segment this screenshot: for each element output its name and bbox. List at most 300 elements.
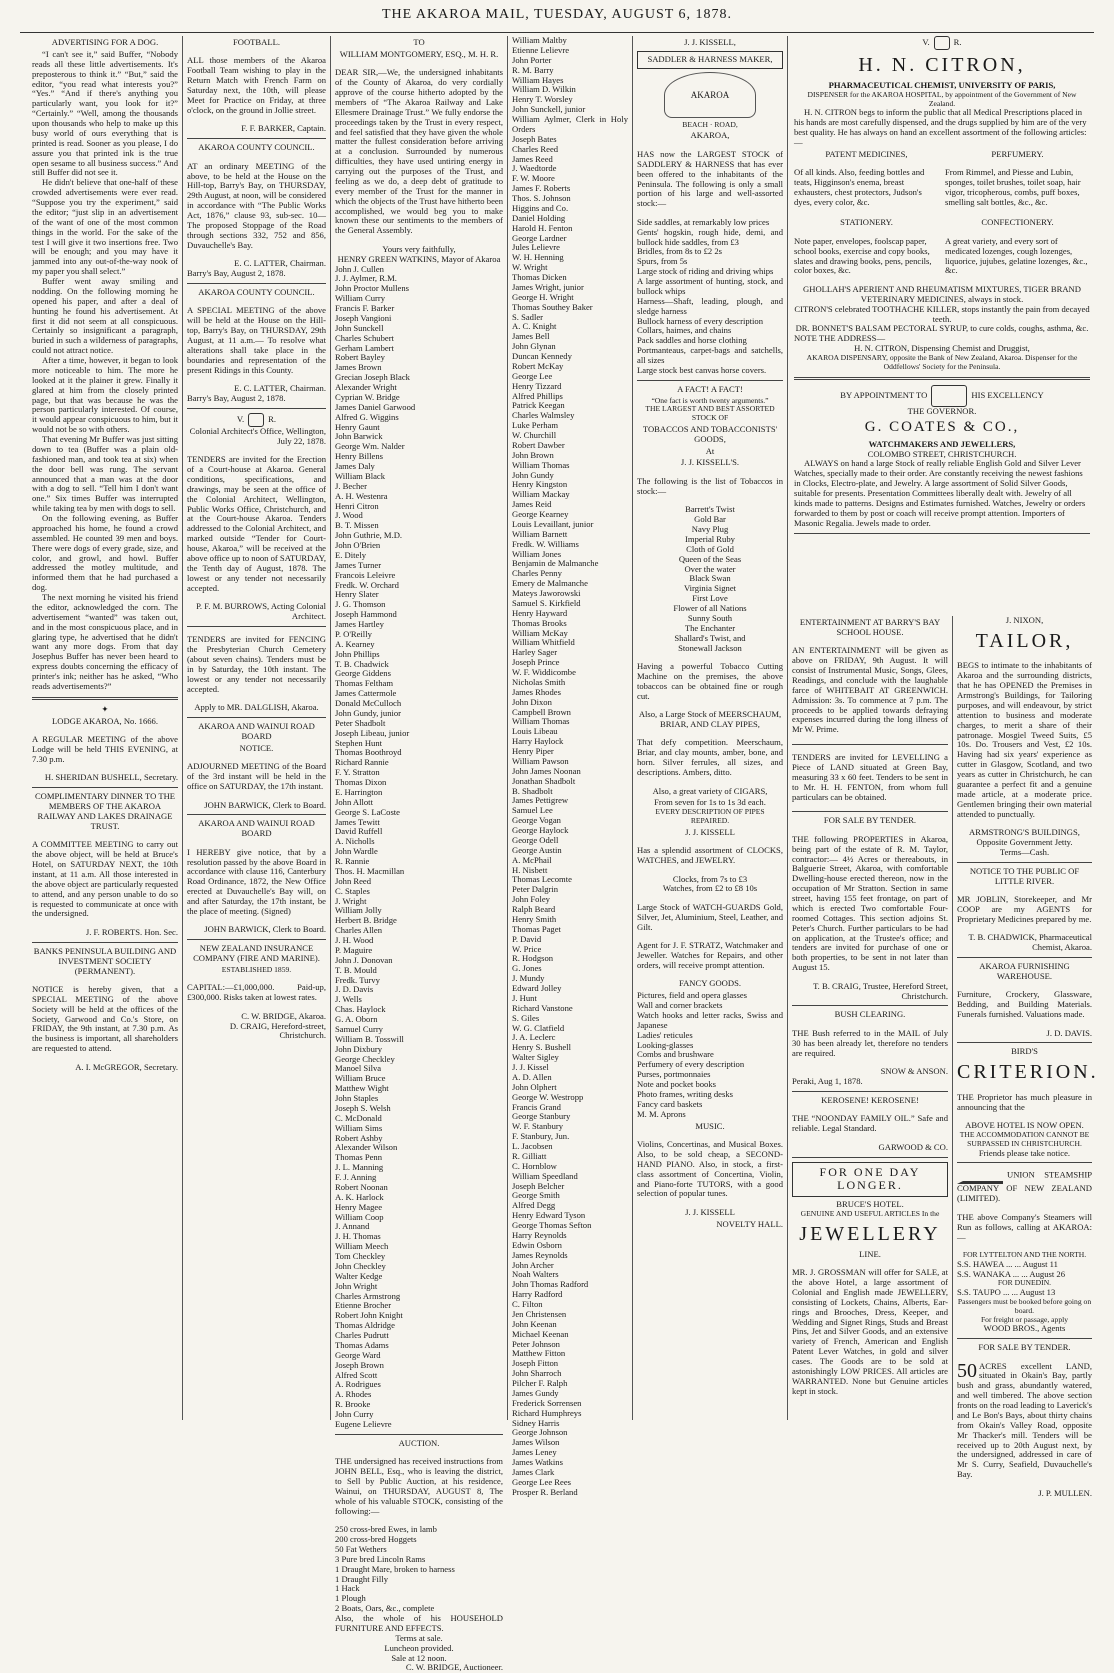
toothache-text: CITRON'S celebrated TOOTHACHE KILLER, stops instantly the pain from decayed teeth. <box>794 303 1090 324</box>
note-label: NOTE THE ADDRESS— <box>794 333 886 344</box>
crest-icon <box>248 413 264 427</box>
signatory-name: Matthew Fitton <box>512 1348 566 1359</box>
column-2 <box>183 36 331 1420</box>
divider <box>794 533 1090 534</box>
signatory-name: Alfred Phillips <box>512 390 563 401</box>
signatory-name: James Leney <box>512 1447 557 1458</box>
signatory-name: George Wm. Nalder <box>335 441 405 452</box>
signatory-name: Chas. Haylock <box>335 1004 386 1015</box>
top-rule <box>20 32 1094 33</box>
signatory-name: C. Filton <box>512 1299 543 1309</box>
council-sign: E. C. LATTER, Chairman. <box>234 258 326 269</box>
signatory-name: Prosper R. Berland <box>512 1486 578 1497</box>
bruce-hotel: BRUCE'S HOTEL. <box>836 1199 904 1210</box>
signatory-name: George Odell <box>512 834 559 845</box>
stationery-title: STATIONERY. <box>840 217 893 228</box>
address-text: DEAR SIR,—We, the undersigned inhabitants of the County of Akaroa, do very cordially approve of the course hitherto adopted by the members of “The Akaroa Railway and Lake Ellesmere Drainage Trust.” We fully endorse the proceedings taken by the Trust in every respect, and feel satisfied that they have given the whole matter the fullest consideration before arriving at a conclusion. Surrounded by numerous difficulties, they have used untiring energy in carrying out the purposes of the Trust, and feeling as we do, a deep debt of gratitude to every member of the Trust for the manner in which the objects of the Trust have hitherto been accomplished, we would beg you to make known these our sentiments to the members of the General Assembly. <box>335 67 503 236</box>
signatory-name: George Haylock <box>512 825 569 835</box>
bush-date: Peraki, Aug 1, 1878. <box>792 1076 863 1086</box>
appt-left: BY APPOINTMENT TO <box>840 389 928 400</box>
signatory-name: Henry Kingston <box>512 479 568 490</box>
signatory-name: James Tewitt <box>335 816 380 827</box>
signatory-name: Robert Dawber <box>512 439 565 450</box>
road-sign: JOHN BARWICK, Clerk to Board. <box>204 924 326 935</box>
jewellery-title: JEWELLERY <box>799 1222 941 1245</box>
signatory-name: James Wright, junior <box>512 281 584 292</box>
story-paragraph: That evening Mr Buffer was just sitting down to tea (Buffer was a plain old-fashioned man, and took tea at six) when the door bell was rung. The servant announced that a man was at the door with a dog to sell. “Tell him I don't want one.” Six times Buffer was interrupted while taking tea by men with dogs to sell. <box>32 434 178 514</box>
patent-title: PATENT MEDICINES, <box>825 148 908 159</box>
signatory-name: H. Nisbett <box>512 864 548 875</box>
tobacco-item: Navy Plug <box>691 524 729 534</box>
lodge-text: A REGULAR MEETING of the above Lodge will be held THIS EVENING, at 7.30 p.m. <box>32 734 178 764</box>
lodge-title: LODGE AKAROA, No. 1666. <box>52 715 158 726</box>
saddler-item: Pack saddles and horse clothing <box>637 335 747 346</box>
council-sign: E. C. LATTER, Chairman. <box>234 383 326 394</box>
genuine-text: GENUINE AND USEFUL ARTICLES In the <box>800 1209 940 1219</box>
signatory-name: Peter Johnson <box>512 1338 560 1349</box>
vr-right: R. <box>268 413 277 424</box>
dinner-title: COMPLIMENTARY DINNER TO THE MEMBERS OF THE AKAROA RAILWAY AND LAKES DRAINAGE TRUST. <box>34 791 176 831</box>
signatory-name: B. T. Missen <box>335 520 379 531</box>
signatory-name: James Reynolds <box>512 1249 568 1260</box>
side-right: ROAD, <box>714 119 738 129</box>
signatory-name: Robert McKay <box>512 360 564 371</box>
saddler-item: Large stock best canvas horse covers. <box>637 364 767 375</box>
citron-cell <box>945 148 1090 217</box>
mayor: HENRY GREEN WATKINS, Mayor of Akaroa <box>337 253 501 264</box>
signatory-name: John Proctor Mullens <box>335 283 409 294</box>
signatory-name: Jonathan Shadbolt <box>512 775 576 786</box>
signatory-name: J. L. Manning <box>335 1162 384 1173</box>
address-to: TO <box>413 37 425 47</box>
auction-sign: C. W. BRIDGE, Auctioneer. <box>405 1662 503 1673</box>
bush-sign: SNOW & ANSON. <box>880 1066 948 1077</box>
signatory-name: T. B. Mould <box>335 964 377 975</box>
signatory-name: Charles Allen <box>335 925 383 936</box>
furnishing-title: AKAROA FURNISHING WAREHOUSE. <box>979 961 1070 981</box>
signatory-name: Robert Noonan <box>335 1181 388 1192</box>
auction-item: 250 cross-bred Ewes, in lamb <box>335 1524 437 1535</box>
colonial-head: Colonial Architect's Office, Wellington, July 22, 1878. <box>189 425 326 446</box>
signatory-name: John Dixbury <box>335 1043 383 1054</box>
signatory-name: William Maltby <box>512 35 567 45</box>
bush-text: THE Bush referred to in the MAIL of July 30 has been already let, therefore no tenders are required. <box>792 1027 948 1058</box>
signatory-name: A. Rodrigues <box>335 1379 381 1390</box>
signatory-name: John Keenan <box>512 1318 557 1329</box>
signatory-name: John Staples <box>335 1093 379 1104</box>
insurance-sign-2: D. CRAIG, Hereford-street, Christchurch. <box>229 1020 326 1041</box>
column-6 <box>788 616 953 1420</box>
signatory-name: John Brown <box>512 449 554 460</box>
signatory-name: James Clark <box>512 1466 555 1477</box>
signatory-name: John Barwick <box>335 431 383 442</box>
clocks-text: Has a splendid assortment of CLOCKS, WATCHES, and JEWELRY. <box>637 845 783 866</box>
signatory-name: James Pettigrew <box>512 795 569 806</box>
colonial-text: TENDERS are invited for the Erection of a Court-house at Akaroa. General conditions, specifications, and drawings, may be seen at the office of the Colonial Architect, Wellington, Public Works Office, Christchurch, and at the Court-house Akaroa. Tenders addressed to the Colonial Architect, and marked outside “Tender for Court-house, Akaroa,” will be received at the above office up to noon of SATURDAY, the Tenth day of August, 1878. The lowest or any tender not necessarily accepted. <box>187 454 327 593</box>
signatory-name: Samuel Curry <box>335 1023 383 1034</box>
vr-right: R. <box>953 36 962 47</box>
divider <box>32 787 178 788</box>
divider <box>957 1162 1092 1163</box>
signatory-name: Alfred Degg <box>512 1200 556 1211</box>
note-address: AKAROA DISPENSARY, opposite the Bank of New Zealand, Akaroa. Dispenser for the Oddfellows' Society for the Peninsula. <box>806 353 1078 371</box>
signatory-name: J. Mundy <box>512 973 545 984</box>
signatory-name: Pilcher F. Ralph <box>512 1378 568 1388</box>
union-route: FOR DUNEDIN. <box>997 1278 1052 1288</box>
music-sign: J. J. KISSELL <box>685 1206 735 1217</box>
vr-left: V. <box>922 36 930 47</box>
divider <box>792 1091 948 1092</box>
signatory-name: James Brown <box>335 362 382 373</box>
tender-text: ACRES excellent LAND, situated in Okain's Bay, partly bush and grass, abundantly watered, and well timbered. The above section fronts on the road leading to Laverick's and Le Bon's Bays, about thirty chains from Okain's Valley Road, opposite Mr Thacker's mill. Tenders will be received up to 20th August next, by the undersigned, addressed in care of Mr S. Curry, Seafield, Duvauchelle's Bay. <box>957 1360 1092 1480</box>
coates-sub: WATCHMAKERS AND JEWELLERS, <box>868 438 1016 449</box>
signatory-name: William Mackay <box>512 489 570 500</box>
signatory-name: W. H. Henning <box>512 252 564 263</box>
levelling-text: TENDERS are invited for LEVELLING a Piece of LAND situated at Green Bay, measuring 33 x 60 feet. Tenders to be sent in to Mr. H. H. FENTON, from whom full particulars can be obtained. <box>792 752 948 802</box>
coates-title: G. COATES & CO., <box>864 419 1020 436</box>
citron-title: H. N. CITRON, <box>858 54 1026 76</box>
signatory-name: John Wright <box>335 1280 378 1291</box>
saddler-item: Side saddles, at remarkably low prices <box>637 216 770 227</box>
divider <box>792 1157 948 1158</box>
signatory-name: J. Hunt <box>512 992 537 1003</box>
signatory-name: John Porter <box>512 54 552 65</box>
auction-item: 50 Fat Wethers <box>335 1543 387 1554</box>
union-freight: For freight or passage, apply <box>980 1314 1069 1324</box>
signatory-name: F. Stanbury, Jun. <box>512 1131 570 1142</box>
signatory-name: A. Kearney <box>335 638 375 649</box>
fancy-item: Wall and corner brackets <box>637 1000 723 1011</box>
story-title: ADVERTISING FOR A DOG. <box>51 37 159 47</box>
fancy-item: Pictures, field and opera glasses <box>637 990 748 1001</box>
signatory-name: James Hartley <box>335 619 384 630</box>
jewellery-line: LINE. <box>859 1248 881 1259</box>
signatory-name: J. D. Davis <box>335 984 374 995</box>
tobacco-item: Imperial Ruby <box>685 533 735 544</box>
signatory-name: A. Rhodes <box>335 1389 372 1400</box>
fancy-item: Purses, portmonnaies <box>637 1069 711 1080</box>
divider <box>792 744 948 745</box>
auction-text: THE undersigned has received instructions from JOHN BELL, Esq., who is leaving the district, to Sell by Public Auction, at his residence, Wainui, on THURSDAY, AUGUST 8, The whole of his valuable STOCK, consisting of the following:— <box>335 1456 503 1516</box>
signatory-name: John O'Brien <box>335 540 381 551</box>
signatory-name: Henry Smith <box>512 913 557 924</box>
divider <box>187 138 326 139</box>
divider <box>187 814 326 815</box>
signatory-list <box>335 265 503 1430</box>
signatory-name: George H. Wright <box>512 291 574 302</box>
signatory-name: E. Ditely <box>335 549 367 560</box>
citron-cell <box>945 216 1090 285</box>
auction-lunch: Luncheon provided. <box>384 1642 454 1653</box>
signatory-name: Manoel Silva <box>335 1063 382 1074</box>
signatory-name: William Thomas <box>512 459 570 470</box>
football-text: ALL those members of the Akaroa Football Team wishing to play in the Return Match with French Farm on Saturday next, the 10th, will please Meet for Practice on Friday, at three o'clock, on the ground in Jollie street. <box>187 55 326 115</box>
tender-number: 50 <box>957 1359 977 1382</box>
divider <box>957 1042 1092 1043</box>
signatory-name: Harry Reynolds <box>512 1229 567 1240</box>
signatory-name: Patrick Keegan <box>512 400 565 411</box>
union-heading <box>957 1167 1092 1204</box>
signatory-name: Luke Perham <box>512 420 559 431</box>
signatory-name: John Gundy <box>512 469 554 480</box>
signatory-name: F. J. Anning <box>335 1172 377 1183</box>
signatory-name: W. F. Stanbury <box>512 1121 564 1132</box>
signatory-name: Francis Grand <box>512 1101 561 1112</box>
patent-text: Of all kinds. Also, feeding bottles and teats, Higginson's enema, breast exhausters, chest protectors, Judson's dyes, every color, &c. <box>794 167 925 207</box>
road-title: AKAROA AND WAINUI ROAD BOARD <box>198 818 315 839</box>
signatory-name: William Meech <box>335 1241 389 1252</box>
bank-title: BANKS PENINSULA BUILDING AND INVESTMENT SOCIETY (PERMANENT). <box>33 945 177 976</box>
signatory-name: Henry Magee <box>335 1201 383 1212</box>
signatory-name: George Austin <box>512 844 562 855</box>
clocks-price: Clocks, from 7s to £3 <box>672 873 748 884</box>
insurance-title: NEW ZEALAND INSURANCE COMPANY (FIRE AND MARINE). <box>193 943 320 964</box>
signatory-name: John Phillips <box>335 648 380 659</box>
jewellery-text: MR. J. GROSSMAN will offer for SALE, at the above Hotel, a large assortment of Colonial and English made JEWELLERY, consisting of Lockets, Chains, Alberts, Ear-rings and Brooches, Dress, Keeper, and Wedding and Signet Rings, Studs and Breast Pins, Jet and Silver Goods, and an extensive variety of French, American and English Patent Lever Watches, in gold and silver cases. The Goods are to be sold at astonishingly LOW PRICES. All articles are WARRANTED. None but Genuine articles kept in stock. <box>792 1267 948 1396</box>
signatory-name: R. Brooke <box>335 1399 371 1410</box>
tobacco-item: Barrett's Twist <box>685 504 735 515</box>
auction-items <box>335 1525 503 1634</box>
column-5 <box>633 36 788 1420</box>
signatory-name: Henry T. Worsley <box>512 94 573 105</box>
story-paragraph: Buffer went away smiling and nodding. On the following morning he opened his paper, and after a deal of hunting he found his advertisement. At first it did not seem at all conspicuous. Certainly so insignificant a paragraph, buried in such a wilderness of paragraphs, could not attract notice. <box>32 276 178 356</box>
signatory-name: Louis Libeau <box>512 726 558 737</box>
divider <box>187 939 326 940</box>
signatory-name: Samuel S. Kirkfield <box>512 597 581 608</box>
signatory-name: Thos. S. Johnson <box>512 193 571 203</box>
signatory-name: W. Price <box>512 943 542 954</box>
signatory-name: Fredk. W. Orchard <box>335 579 399 590</box>
nixon: J. NIXON, <box>1005 615 1044 625</box>
story-paragraph: The next morning he visited his friend the editor, acknowledged the corn. The advertisement “wanted” was taken out, and in the most conspicuous place, and in glaring type, he advertised that he didn't want any more dogs. From that day Josephus Buffer has never been heard to express doubts concerning the efficacy of printer's ink; neither has he asked, “Who reads advertisements?” <box>32 592 178 691</box>
signatory-name: Mateys Jaworowski <box>512 588 581 598</box>
divider <box>794 377 1090 380</box>
signatory-name: Thomas Feltham <box>335 678 393 689</box>
citron-text: H. N. CITRON begs to inform the public that all Medical Prescriptions placed in his hands are most carefully dispensed, and the drugs supplied by him are of the very best quality. He has always on hand an excellent assortment of the following articles:— <box>794 107 1087 147</box>
signatory-name: William Sims <box>335 1122 383 1133</box>
union-sailing: S.S. HAWEA ... ... August 11 <box>957 1258 1058 1269</box>
divider <box>637 380 783 381</box>
fancy-item: Photo frames, writing desks <box>637 1088 733 1099</box>
signatory-name: Samuel Lee <box>512 805 553 816</box>
signatory-name: Thomas Dicken <box>512 272 567 282</box>
signatory-name: Henry Hayward <box>512 607 568 618</box>
signatory-name: Robert John Knight <box>335 1310 403 1321</box>
cigars-title: Also, a great variety of CIGARS, <box>652 785 768 796</box>
signatory-name: Daniel Holding <box>512 212 566 223</box>
signatory-name: Richard Vanstone <box>512 1002 573 1013</box>
signatory-name: William McKay <box>512 627 568 638</box>
steamship-icon <box>957 1167 1003 1184</box>
column-1 <box>28 36 183 1420</box>
football-sign: F. F. BARKER, Captain. <box>241 123 326 134</box>
signatory-name: William Aylmer, Clerk in Holy Orders <box>512 114 628 134</box>
gholl-text: GHOLLAH'S APERIENT AND RHEUMATISM MIXTURES, TIGER BRAND VETERINARY MEDICINES, always in stock. <box>803 283 1081 304</box>
signatory-name: George S. LaCoste <box>335 806 400 817</box>
signatory-name: Ralph Beard <box>512 904 556 914</box>
masthead: THE AKAROA MAIL, TUESDAY, AUGUST 6, 1878. <box>381 7 733 22</box>
pipes-text: That defy competition. Meerschaum, Briar, and clay mounts, amber, bone, and horn. Silver ferrules, all sizes, and descriptions. Ambers, ditto. <box>637 737 783 778</box>
citron-cell <box>794 216 939 285</box>
notice-title: NOTICE TO THE PUBLIC OF LITTLE RIVER. <box>969 865 1080 886</box>
auction-item: Also, the whole of his HOUSEHOLD FURNITURE AND EFFECTS. <box>335 1613 503 1633</box>
watches-price: Watches, from £2 to £8 10s <box>662 883 758 894</box>
royal-arms-icon <box>931 385 967 407</box>
divider <box>335 1434 503 1435</box>
union-sailing: S.S. WANAKA ... ... August 26 <box>957 1268 1065 1279</box>
signatory-name: Henry Slater <box>335 589 379 600</box>
saddler-item: Portmanteaus, carpet-bags and satchells, all sizes <box>637 345 783 366</box>
kerosene-text: THE “NOONDAY FAMILY OIL.” Safe and reliable. Legal Standard. <box>792 1113 948 1134</box>
signatory-name: John Curry <box>335 1409 374 1420</box>
signatory-name: Harry Haylock <box>512 736 564 747</box>
tobacco-shop: J. J. KISSELL'S. <box>680 457 740 468</box>
address-name: WILLIAM MONTGOMERY, ESQ., M. H. R. <box>339 48 499 59</box>
divider <box>32 942 178 943</box>
signatory-name: Joseph Prince <box>512 657 560 668</box>
saddler-item: Bullock harness of every description <box>637 315 764 326</box>
saddler-item: Large stock of riding and driving whips <box>637 266 774 277</box>
sale-text: THE following PROPERTIES in Akaroa, being part of the estate of R. M. Taylor, contractor:— 4½ Acres or thereabouts, in Balguerie Street, Akaroa, with comfortable Dwelling-house erected thereon, now in the occupation of Mr Stratton. Section in same street, having 155 feet frontage, on part of which is erected Two comfortable Four-roomed Cottages. This section adjoins St. Peter's Church. Further particulars to be had on application, at the Trustee's office; and tenders are invited for purchase of one or both properties, to be sent in not later than August 15. <box>792 833 948 973</box>
signatory-name: William Curry <box>335 293 386 304</box>
tobacco-text: The following is the list of Tobaccos in stock:— <box>637 475 783 496</box>
kissell-2: J. J. KISSELL <box>685 826 735 837</box>
signatory-name: B. Shadbolt <box>512 785 553 796</box>
citron-ad <box>788 36 1096 538</box>
council-date: Barry's Bay, August 2, 1878. <box>187 392 286 403</box>
auction-item: 1 Draught Mare, broken to harness <box>335 1563 455 1574</box>
side-left: BEACH <box>682 119 708 129</box>
road-title: AKAROA AND WAINUI ROAD BOARD <box>198 721 315 741</box>
cigars-text: From seven for 1s to 1s 3d each. <box>654 797 766 808</box>
signatory-name: William Jolly <box>335 905 382 916</box>
signatory-name: George Giddens <box>335 668 391 679</box>
signatory-name: Henry Tizzard <box>512 380 562 391</box>
criterion-note: Friends please take notice. <box>978 1147 1071 1158</box>
signatory-name: Robert Ashby <box>335 1132 383 1143</box>
signatory-name: Stephen Hunt <box>335 737 383 748</box>
signatory-name: A. D. Allen <box>512 1071 552 1082</box>
tailor-title: TAILOR, <box>975 629 1074 652</box>
council-title: AKAROA COUNTY COUNCIL. <box>198 142 315 153</box>
fact-sub: “One fact is worth twenty arguments.” <box>651 395 769 405</box>
signatory-name: Noah Walters <box>512 1269 559 1280</box>
union-route: FOR LYTTELTON AND THE NORTH. <box>962 1250 1087 1259</box>
fancy-item: Fancy card baskets <box>637 1098 703 1109</box>
divider <box>957 862 1092 863</box>
colonial-sign: P. F. M. BURROWS, Acting Colonial Architect. <box>196 601 326 621</box>
signatory-name: George Lee Rees <box>512 1476 572 1487</box>
signatory-name: John Reed <box>335 875 372 886</box>
signatory-name: A. Nicholls <box>335 836 375 847</box>
bank-text: NOTICE is hereby given, that a SPECIAL MEETING of the above Society will be held at the offices of the Society, Garwood and Co.'s Store, on FRIDAY, the 9th instant, at 7.30 p.m. As the business is important, all shareholders are requested to attend. <box>32 983 178 1054</box>
signatory-name: Harry Radford <box>512 1289 563 1300</box>
signatory-name: James Reed <box>512 153 553 164</box>
signatory-name: John J. Cullen <box>335 263 384 274</box>
signatory-name: John Checkley <box>335 1260 386 1271</box>
council-title: AKAROA COUNTY COUNCIL. <box>198 286 315 297</box>
fancy-item: Combs and brushware <box>637 1049 714 1060</box>
signatory-name: G. A. Oborn <box>335 1014 378 1025</box>
entertainment-text: AN ENTERTAINMENT will be given as above on FRIDAY, 9th August. It will consist of Instrumental Music, Songs, Glees, Readings, and conclude with the laughable farce of WHITEBAIT AT GREENWICH. Admission: 3s. To commence at 7 p.m. The proceeds to be applied towards defraying expenses incurred during the long illness of Mr W. Prime. <box>792 645 948 735</box>
kerosene-sign: GARWOOD & CO. <box>878 1141 948 1152</box>
signatory-name: S. Giles <box>512 1012 540 1023</box>
lodge-sign: H. SHERIDAN BUSHELL, Secretary. <box>44 772 178 783</box>
crest-icon <box>934 36 950 50</box>
divider <box>187 283 326 284</box>
signatory-name: J. Wright <box>335 895 367 906</box>
guards-text: Large Stock of WATCH-GUARDS Gold, Silver, Jet, Aluminium, Steel, Leather, and Gilt. <box>637 901 783 932</box>
signatory-name: George Lee <box>512 370 553 381</box>
tender-paragraph <box>957 1359 1092 1481</box>
tobacco-item: The Enchanter <box>684 622 736 633</box>
signatory-name: Donald McCulloch <box>335 698 402 709</box>
signatory-name: Alfred Scott <box>335 1369 378 1380</box>
signatory-name: George Kearney <box>512 509 569 519</box>
fancy-item: Ladies' reticules <box>637 1029 693 1040</box>
signatory-name: John Sharroch <box>512 1368 562 1379</box>
signatory-name: C. McDonald <box>335 1112 382 1123</box>
divider <box>187 626 326 627</box>
saddler-item: Spurs, from 5s <box>637 256 688 267</box>
signatory-name: J. Becher <box>335 480 367 491</box>
saddler-item: Harness—Shaft, leading, plough, and sledge harness <box>637 295 783 316</box>
signatory-name: P. David <box>512 933 542 944</box>
notice-text: MR JOBLIN, Storekeeper, and Mr COOP are my AGENTS for Proprietary Medicines prepared by me. <box>957 894 1092 924</box>
signatory-name: Nicholas Smith <box>512 676 566 687</box>
signatory-name: Thomas Penn <box>335 1152 383 1163</box>
signatory-name: William Pawson <box>512 755 569 766</box>
football-title: FOOTBALL. <box>232 37 281 47</box>
signatory-name: Charles Schubert <box>335 332 394 343</box>
tobacco-item: Virginia Signet <box>683 583 737 594</box>
signatory-name: J. Annand <box>335 1221 370 1232</box>
signatory-name: R. Rannie <box>335 856 370 867</box>
signatory-name: George Checkley <box>335 1053 395 1064</box>
signatory-name: John Glynan <box>512 341 556 352</box>
fancy-item: Watch hooks and letter racks, Swiss and Japanese <box>637 1009 783 1030</box>
signatory-name: W. F. Widdicombe <box>512 667 576 677</box>
signatory-name: Fredk. W. Williams <box>512 538 579 549</box>
tobacco-item: Gold Bar <box>694 514 726 525</box>
signatory-name: Matthew Wight <box>335 1083 389 1094</box>
tender-sign: J. P. MULLEN. <box>1038 1487 1092 1498</box>
signatory-list <box>512 36 628 1498</box>
signatory-name: C. Hornblow <box>512 1160 557 1171</box>
signatory-name: Gerham Lambert <box>335 342 394 353</box>
signatory-name: James Rhodes <box>512 686 561 697</box>
signatory-name: J. H. Thomas <box>335 1231 381 1242</box>
signatory-name: Campbell Brown <box>512 706 571 717</box>
story-paragraph: “I can't see it,” said Buffer, “Nobody reads all these little advertisements. It's preposterous to think it.” “But,” said the editor, “you read what interests you?” “Yes.” “And if there's anything you particularly want, you look for it?” “Certainly.” “Well, among the thousands upon thousands who help to make up this busy world of ours everything that is printed is read. Sooner as you please, I do assure you that printed ink is the true open sesame to all business success.” And still Buffer did not see it. <box>32 48 178 178</box>
signatory-name: John Foley <box>512 894 550 905</box>
column-3 <box>331 36 508 1673</box>
signatory-name: Charles Walmsley <box>512 410 575 421</box>
saddle-emblem-icon: AKAROA <box>664 72 756 118</box>
coates-text: ALWAYS on hand a large Stock of really reliable English Gold and Silver Lever Watches, specially made to their order. Are constantly receiving the newest fashions in Clocks, Electro-plate, and Jewelry. A large assortment of Solid Silver Goods, suitable for presents. Presentation Committees liberally dealt with. Jewelry of all kinds made to patterns. Designs and Estimates furnished. Watches, Jewelry or orders forwarded to them by post or coach will receive prompt attention. Importers of Masonic Regalia. Jewels made to order. <box>794 458 1086 528</box>
signatory-name: Thomas Lecomte <box>512 874 572 885</box>
signatory-name: William B. Tosswill <box>335 1033 404 1044</box>
vr-heading <box>187 413 326 427</box>
union-title: UNION STEAMSHIP COMPANY OF NEW ZEALAND (LIMITED). <box>957 1169 1092 1204</box>
furnishing-sign: J. D. DAVIS. <box>1046 1027 1092 1038</box>
divider <box>957 957 1092 958</box>
signatory-name: John Sunckell, junior <box>512 104 586 115</box>
signatory-name: W. Wright <box>512 262 548 273</box>
signatory-name: L. Jacobsen <box>512 1141 553 1151</box>
signatory-name: John James Noonan <box>512 765 581 776</box>
novelty-hall: NOVELTY HALL. <box>716 1218 783 1229</box>
